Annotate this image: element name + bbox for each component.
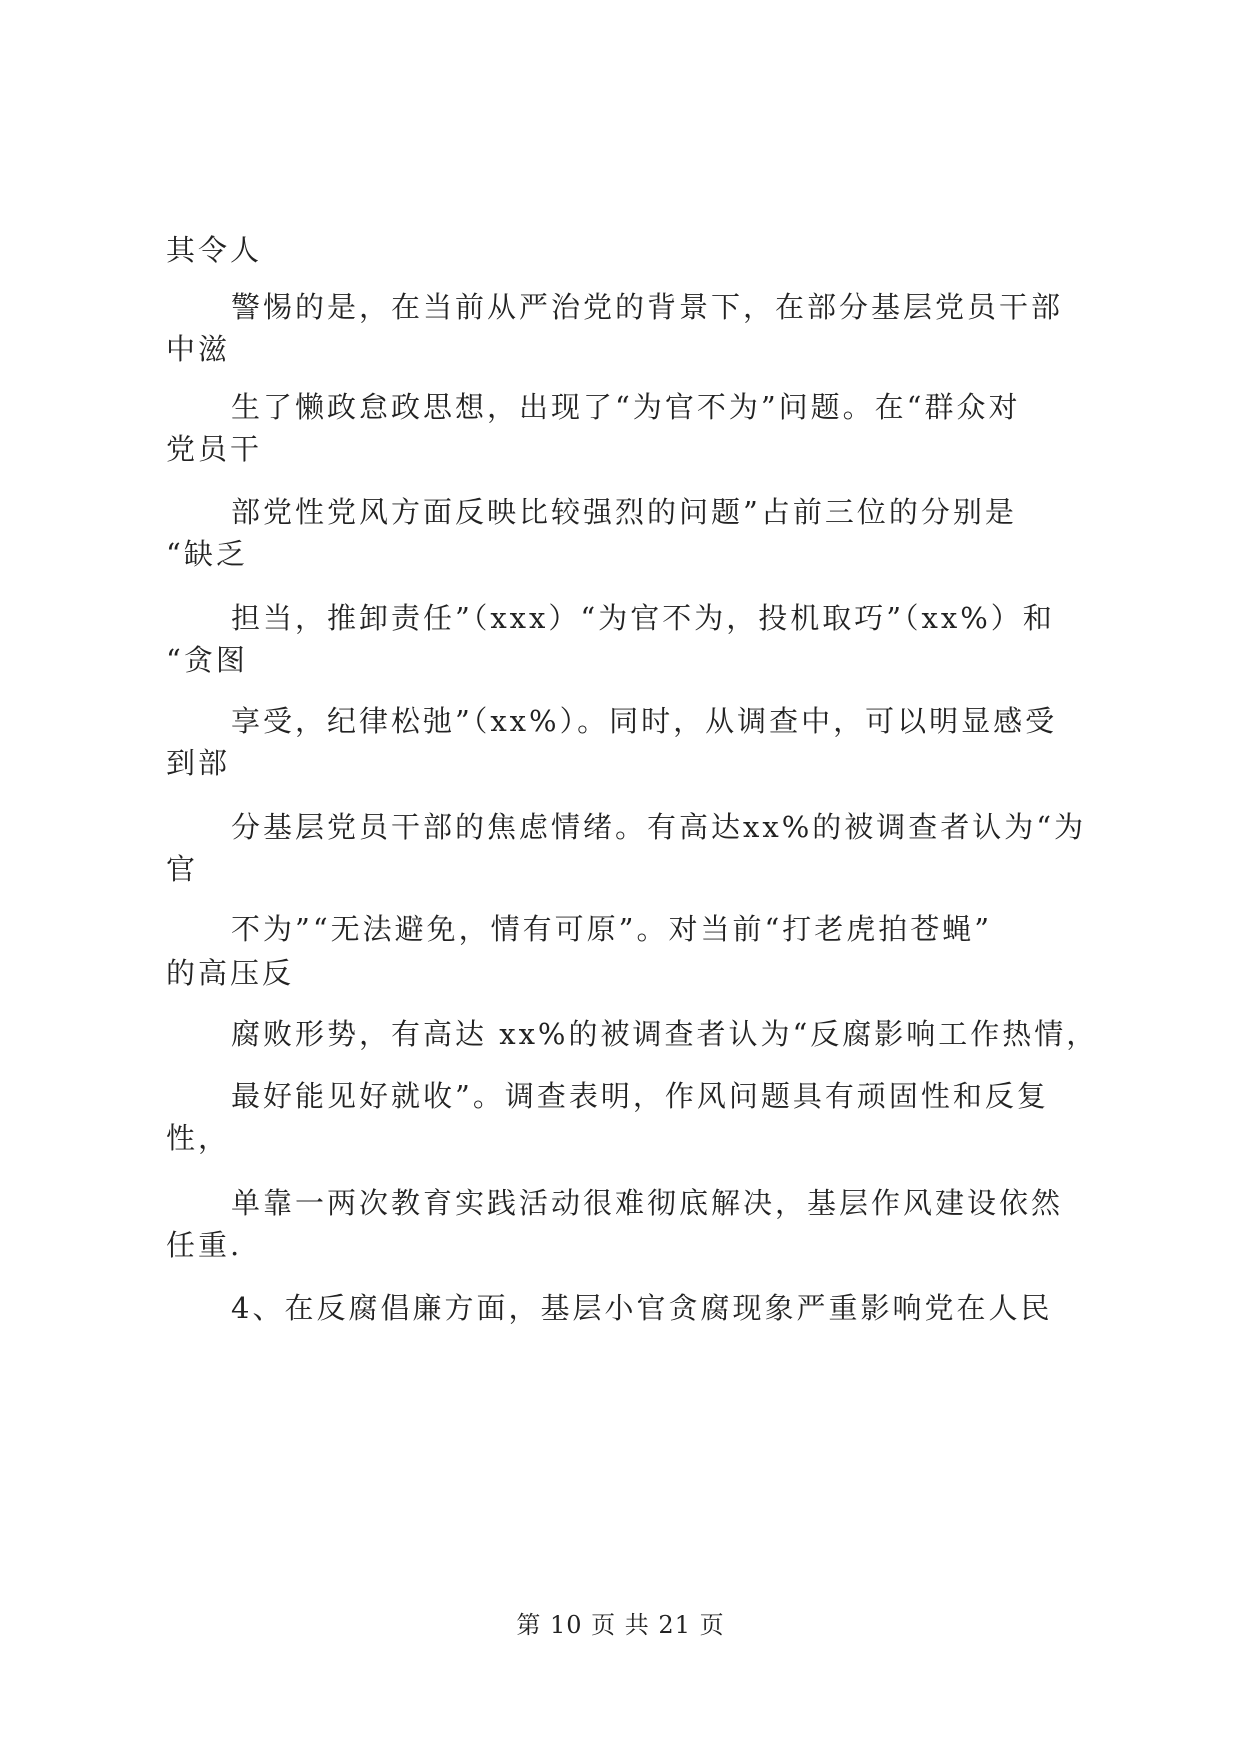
text-line: 官	[166, 852, 199, 886]
text-line: 腐败形势，有高达 xx%的被调查者认为“反腐影响工作热情，	[231, 1017, 1099, 1051]
text-line: 分基层党员干部的焦虑情绪。有高达xx%的被调查者认为“为	[231, 810, 1087, 844]
text-line: 党员干	[166, 432, 263, 466]
text-line: 其令人	[166, 233, 263, 267]
text-line: 不为”“无法避免，情有可原”。对当前“打老虎拍苍蝇”	[231, 912, 993, 946]
text-line: 到部	[166, 746, 231, 780]
text-line: 性，	[166, 1121, 231, 1155]
text-line: 享受，纪律松弛”（xx%）。同时，从调查中，可以明显感受	[231, 704, 1058, 738]
text-line: 生了懒政怠政思想，出现了“为官不为”问题。在“群众对	[231, 390, 1021, 424]
text-line: “缺乏	[166, 537, 248, 571]
text-line: 的高压反	[166, 956, 295, 990]
text-line: “贪图	[166, 643, 248, 677]
text-line: 中滋	[166, 332, 231, 366]
text-line: 警惕的是，在当前从严治党的背景下，在部分基层党员干部	[231, 290, 1064, 324]
text-line: 单靠一两次教育实践活动很难彻底解决，基层作风建设依然	[231, 1186, 1064, 1220]
text-line: 任重.	[166, 1228, 243, 1262]
text-line: 担当，推卸责任”（xxx）“为官不为，投机取巧”（xx%）和	[231, 601, 1055, 635]
text-line: 部党性党风方面反映比较强烈的问题”占前三位的分别是	[231, 495, 1017, 529]
text-line: 最好能见好就收”。调查表明，作风问题具有顽固性和反复	[231, 1079, 1049, 1113]
page-number-footer: 第 10 页 共 21 页	[516, 1611, 725, 1639]
text-line: 4、在反腐倡廉方面，基层小官贪腐现象严重影响党在人民	[231, 1291, 1053, 1325]
